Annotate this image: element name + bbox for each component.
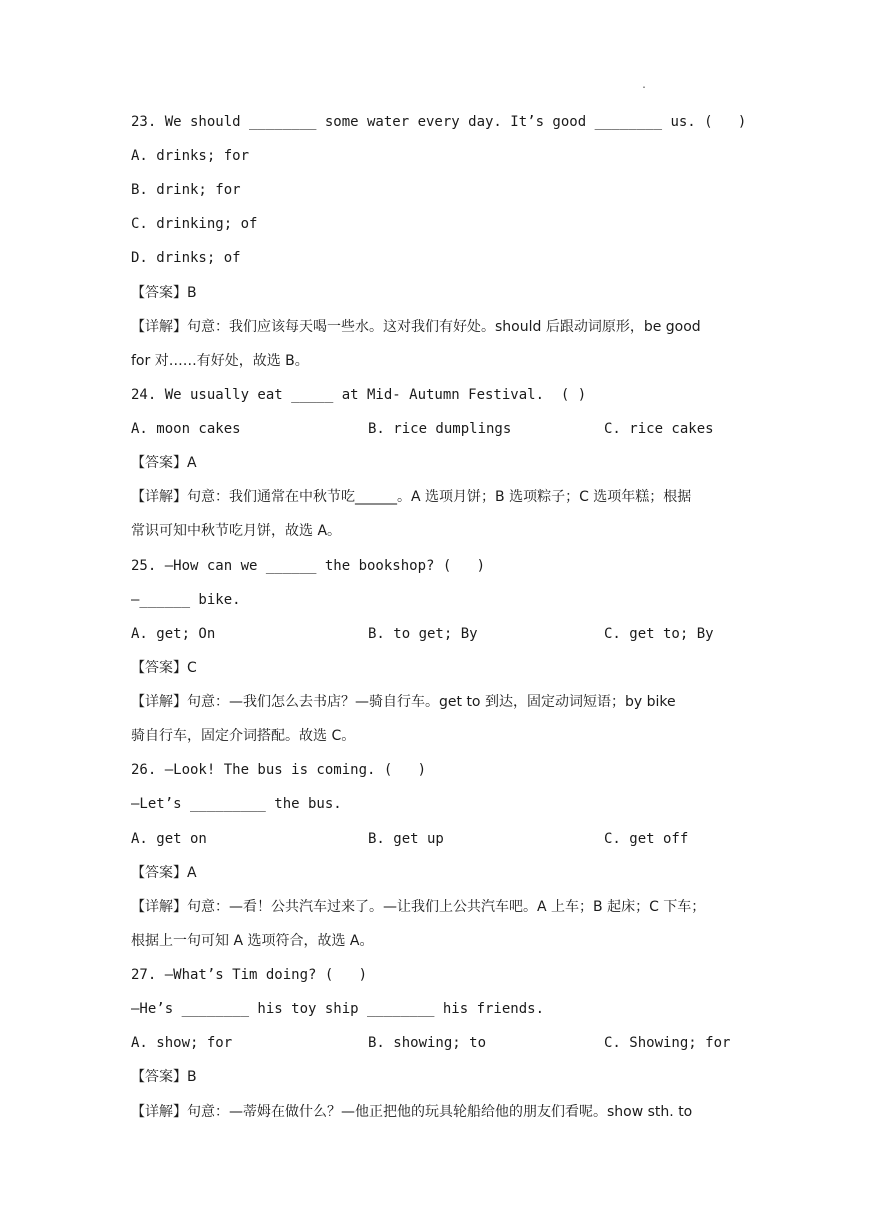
question-24-option-a: A. moon cakes: [131, 421, 241, 437]
question-23-stem: 23. We should ________ some water every day. It’s good ________ us. ( ): [131, 114, 747, 130]
question-24-explanation-line-1: 【详解】句意：我们通常在中秋节吃______。A 选项月饼；B 选项粽子；C 选项年糕；根据: [131, 489, 692, 505]
question-26-option-b: B. get up: [368, 831, 444, 847]
question-27-option-b: B. showing; to: [368, 1035, 487, 1051]
question-26-stem-reply: —Let’s _________ the bus.: [131, 796, 342, 812]
question-23-option-c: C. drinking; of: [131, 216, 258, 232]
question-27-explanation-line-1: 【详解】句意：—蒂姆在做什么？—他正把他的玩具轮船给他的朋友们看呢。show sth. to: [131, 1104, 693, 1120]
question-23-explanation-line-2: for 对……有好处，故选 B。: [131, 353, 309, 369]
question-25-stem: 25. —How can we ______ the bookshop? ( ): [131, 558, 486, 574]
question-24-answer: 【答案】A: [131, 455, 197, 471]
question-25-option-c: C. get to; By: [604, 626, 714, 642]
question-25-answer: 【答案】C: [131, 660, 197, 676]
question-24-stem: 24. We usually eat _____ at Mid- Autumn Festival. ( ): [131, 387, 587, 403]
question-24-option-c: C. rice cakes: [604, 421, 714, 437]
question-24-option-b: B. rice dumplings: [368, 421, 512, 437]
question-23-explanation-line-1: 【详解】句意：我们应该每天喝一些水。这对我们有好处。should 后跟动词原形，be good: [131, 319, 701, 335]
question-26-answer: 【答案】A: [131, 865, 197, 881]
question-27-stem-reply: —He’s ________ his toy ship ________ his friends.: [131, 1001, 545, 1017]
question-25-stem-reply: —______ bike.: [131, 592, 241, 608]
question-26-explanation-line-2: 根据上一句可知 A 选项符合，故选 A。: [131, 933, 374, 949]
question-23-answer: 【答案】B: [131, 285, 197, 301]
question-25-explanation-line-1: 【详解】句意：—我们怎么去书店？—骑自行车。get to 到达，固定动词短语；by bike: [131, 694, 676, 710]
question-27-answer: 【答案】B: [131, 1069, 197, 1085]
question-27-option-c: C. Showing; for: [604, 1035, 731, 1051]
question-27-option-a: A. show; for: [131, 1035, 233, 1051]
question-25-option-b: B. to get; By: [368, 626, 478, 642]
question-26-option-a: A. get on: [131, 831, 207, 847]
question-26-stem: 26. —Look! The bus is coming. ( ): [131, 762, 427, 778]
question-26-explanation-line-1: 【详解】句意：—看！公共汽车过来了。—让我们上公共汽车吧。A 上车；B 起床；C 下车；: [131, 899, 706, 915]
question-26-option-c: C. get off: [604, 831, 689, 847]
question-23-option-b: B. drink; for: [131, 182, 241, 198]
question-23-option-d: D. drinks; of: [131, 250, 241, 266]
question-27-stem: 27. —What’s Tim doing? ( ): [131, 967, 368, 983]
question-23-option-a: A. drinks; for: [131, 148, 250, 164]
question-25-option-a: A. get; On: [131, 626, 216, 642]
question-24-explanation-line-2: 常识可知中秋节吃月饼，故选 A。: [131, 523, 342, 539]
question-25-explanation-line-2: 骑自行车，固定介词搭配。故选 C。: [131, 728, 356, 744]
header-mark: .: [641, 80, 648, 91]
